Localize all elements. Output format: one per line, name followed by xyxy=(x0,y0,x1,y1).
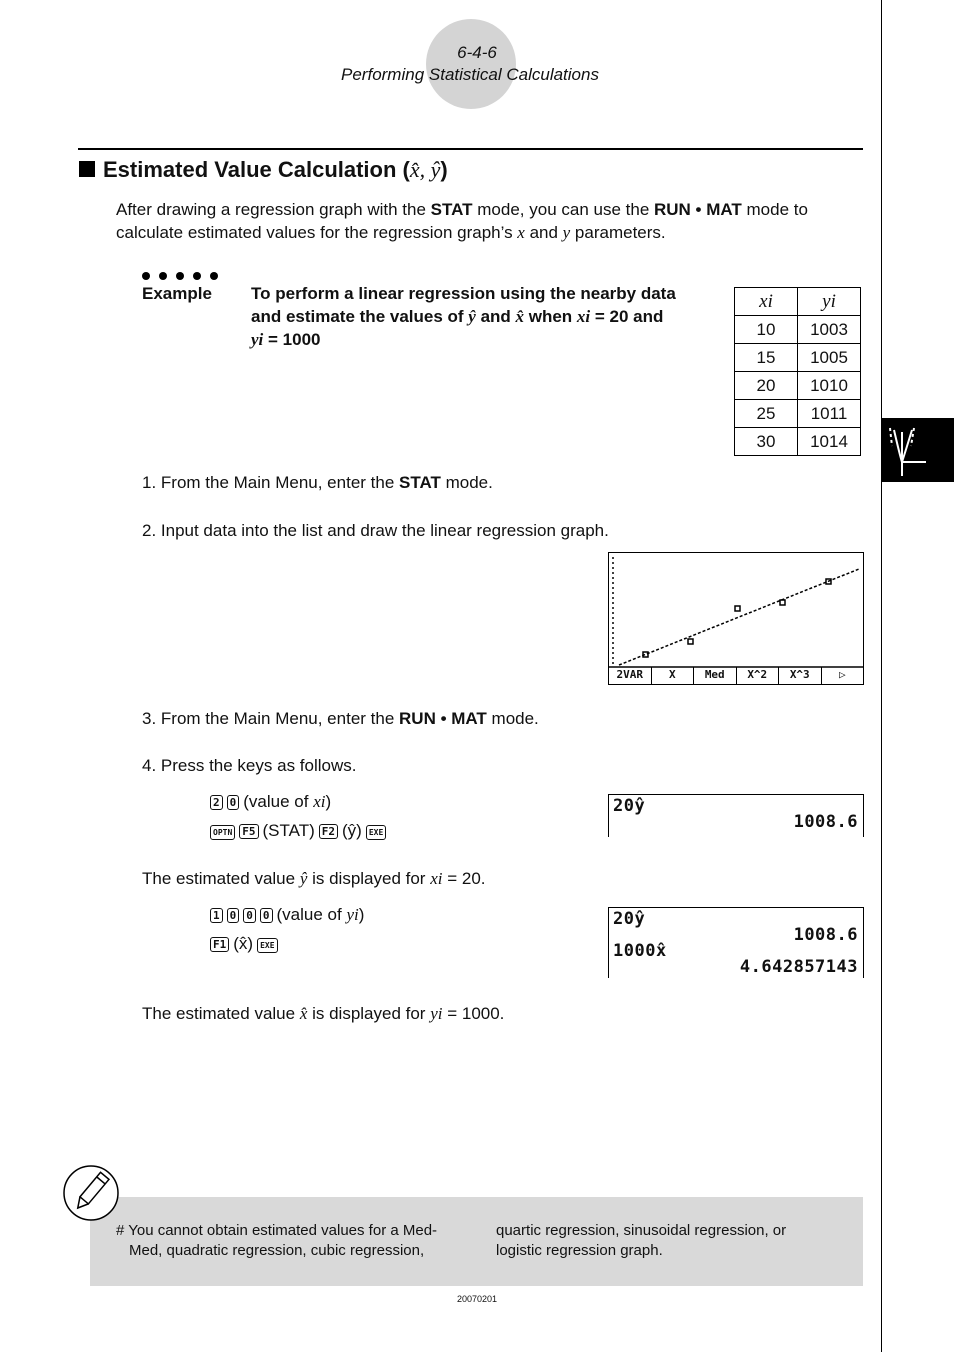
section-title: Estimated Value Calculation (x̂, ŷ) xyxy=(103,157,448,182)
menu-item-med[interactable]: Med xyxy=(694,667,737,684)
menu-item-x[interactable]: X xyxy=(652,667,695,684)
screen-input-line: 20ŷ xyxy=(613,909,646,929)
table-cell: 20 xyxy=(735,372,798,400)
result-text-2: The estimated value x̂ is displayed for yi = 1000. xyxy=(142,1004,505,1023)
right-margin-rule xyxy=(881,0,882,1352)
page-subtitle: Performing Statistical Calculations xyxy=(341,65,599,84)
key-0[interactable]: 0 xyxy=(227,908,240,923)
table-header-row xyxy=(735,288,861,316)
key-sequence-2a: 1 0 0 0 (value of yi) xyxy=(210,903,364,926)
function-menu xyxy=(609,667,863,684)
result-text-1: The estimated value ŷ is displayed for xi = 20. xyxy=(142,869,486,888)
key-exe[interactable]: EXE xyxy=(257,938,277,953)
key-optn[interactable]: OPTN xyxy=(210,825,235,840)
data-table xyxy=(734,287,861,456)
pencil-icon xyxy=(63,1165,119,1221)
screen-result-line: 1008.6 xyxy=(793,812,858,832)
data-point xyxy=(780,600,785,605)
menu-item-x2[interactable]: X^2 xyxy=(737,667,780,684)
table-header: xi xyxy=(735,288,798,316)
table-row xyxy=(735,316,861,344)
calculator-screen-2 xyxy=(608,907,864,978)
table-cell: 15 xyxy=(735,344,798,372)
note-column-2: quartic regression, sinusoidal regression, or logistic regression graph. xyxy=(496,1222,787,1259)
chapter-tab xyxy=(882,418,954,482)
table-cell: 1005 xyxy=(798,344,861,372)
menu-item-2var[interactable]: 2VAR xyxy=(609,667,652,684)
regression-graph-screen xyxy=(608,552,864,685)
table-row xyxy=(735,428,861,456)
note-column-1: # You cannot obtain estimated values for a Med- Med, quadratic regression, cubic regression, xyxy=(116,1222,438,1259)
stat-graph-icon xyxy=(882,418,954,482)
menu-item-x3[interactable]: X^3 xyxy=(779,667,822,684)
table-row xyxy=(735,372,861,400)
screen-input-line: 1000x̂ xyxy=(613,941,667,961)
table-header: yi xyxy=(798,288,861,316)
example-description: To perform a linear regression using the nearby data and estimate the values of ŷ and x̂ when xi = 20 and yi = 1000 xyxy=(251,284,676,349)
key-sequence-1a: 2 0 (value of xi) xyxy=(210,790,331,813)
key-1[interactable]: 1 xyxy=(210,908,223,923)
step-4: 4. Press the keys as follows. xyxy=(142,756,357,775)
menu-item-next[interactable]: ▷ xyxy=(838,668,846,681)
screen-input-line: 20ŷ xyxy=(613,796,646,816)
intro-paragraph: After drawing a regression graph with the STAT mode, you can use the RUN • MAT mode to calculate estimated values for the regression graph’s x and y parameters. xyxy=(116,200,808,242)
table-cell: 1010 xyxy=(798,372,861,400)
table-cell: 1011 xyxy=(798,400,861,428)
step-1: 1. From the Main Menu, enter the STAT mode. xyxy=(142,473,493,492)
key-0[interactable]: 0 xyxy=(227,795,240,810)
step-3: 3. From the Main Menu, enter the RUN • MAT mode. xyxy=(142,709,539,728)
table-cell: 1014 xyxy=(798,428,861,456)
table-row xyxy=(735,344,861,372)
data-point xyxy=(735,606,740,611)
table-cell: 1003 xyxy=(798,316,861,344)
page-number: 6-4-6 xyxy=(457,43,497,62)
table-cell: 10 xyxy=(735,316,798,344)
key-exe[interactable]: EXE xyxy=(366,825,386,840)
key-sequence-2b: F1 (x̂) EXE xyxy=(210,932,282,955)
step-2: 2. Input data into the list and draw the linear regression graph. xyxy=(142,521,609,540)
data-point xyxy=(643,652,648,657)
screen-result-line: 4.642857143 xyxy=(739,957,858,977)
example-label: Example xyxy=(142,284,212,303)
calculator-screen-1 xyxy=(608,794,864,837)
page-number-circle xyxy=(426,19,516,109)
table-cell: 30 xyxy=(735,428,798,456)
key-0[interactable]: 0 xyxy=(260,908,273,923)
data-point xyxy=(688,639,693,644)
table-row xyxy=(735,400,861,428)
footer-code: 20070201 xyxy=(456,1294,498,1304)
key-f2[interactable]: F2 xyxy=(319,824,338,839)
key-f5[interactable]: F5 xyxy=(239,824,258,839)
section-square-icon xyxy=(79,161,95,177)
key-f1[interactable]: F1 xyxy=(210,937,229,952)
screen-result-line: 1008.6 xyxy=(793,925,858,945)
regression-graph xyxy=(609,553,863,684)
key-sequence-1b: OPTN F5 (STAT) F2 (ŷ) EXE xyxy=(210,819,390,842)
table-cell: 25 xyxy=(735,400,798,428)
key-2[interactable]: 2 xyxy=(210,795,223,810)
section-rule xyxy=(78,148,863,150)
key-0[interactable]: 0 xyxy=(243,908,256,923)
